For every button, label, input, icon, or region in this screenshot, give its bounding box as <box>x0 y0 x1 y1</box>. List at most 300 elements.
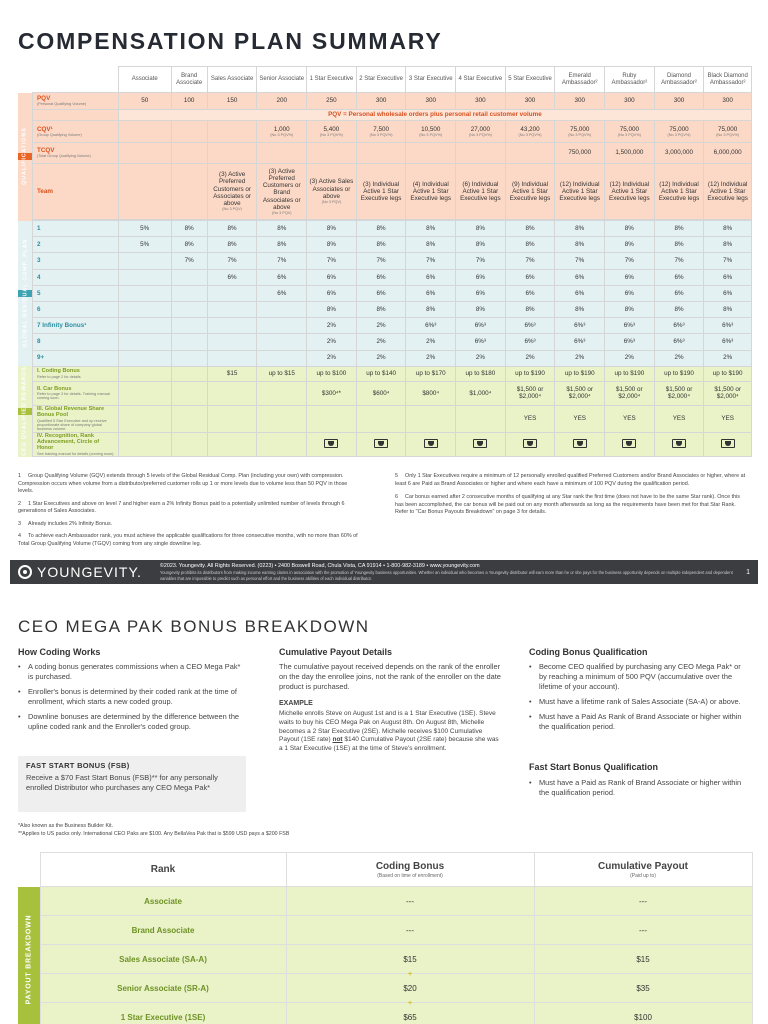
team-row <box>18 164 752 220</box>
table-row <box>18 1003 752 1024</box>
row-label: 7 Infinity Bonus¹ <box>32 318 118 334</box>
table-cell <box>456 405 506 432</box>
page-title: COMPENSATION PLAN SUMMARY <box>18 28 443 54</box>
table-cell <box>356 405 406 432</box>
table-cell: 8% <box>555 237 605 253</box>
table-cell: 7% <box>654 253 704 269</box>
footnote: 6 Car bonus earned after 2 consecutive months of qualifying at any Star rank the first time (does not have to be the same Star rank). Once this has been accomplished, the car bonus will be paid out on any month afterwards as long as the requirements have been met for that Star Rank. Refer to "Car Bonus Payouts Breakdown" on page 3 for details. <box>395 494 740 516</box>
table-cell: up to $190 <box>704 366 752 381</box>
table-cell: 8% <box>257 221 307 237</box>
table-cell: 300 <box>406 93 456 110</box>
pqv-banner: PQV = Personal wholesale orders plus personal retail customer volume <box>118 110 751 121</box>
table-cell: YES <box>605 405 655 432</box>
table-cell <box>257 301 307 317</box>
table-cell <box>207 350 257 366</box>
col-rank: Rank <box>40 853 286 887</box>
level-row <box>18 269 752 285</box>
table-cell <box>118 269 171 285</box>
table-cell: up to $100 <box>307 366 357 381</box>
table-row <box>18 945 752 974</box>
rank-header: 5 Star Executive <box>505 67 555 93</box>
table-cell <box>118 285 171 301</box>
table-cell <box>356 432 406 457</box>
table-cell: 8% <box>654 221 704 237</box>
row-label: PQV (Personal Qualifying Volume) <box>32 93 118 110</box>
example-text: Michelle enrolls Steve on August 1st and is a 1 Star Executive (1SE). Steve waits to buy his CEO Mega Pak on August 8th. On August 8th, Michelle becomes a 2 Star Executive (2SE). Michelle receives $100 Cumulative Payout (1SE rate) not $140 Cumulative Payout (2SE rate) because she was a 1 Star Executive (1SE) at the time of Steve's enrollment. <box>279 710 499 753</box>
footnotes-right <box>395 473 750 517</box>
table-cell: 8% <box>605 237 655 253</box>
table-cell: 8% <box>207 237 257 253</box>
table-cell <box>118 318 171 334</box>
table-cell: 75,000 (No 3 PQV%) <box>605 121 655 143</box>
table-cell: 6%³ <box>456 318 506 334</box>
row-label: 4 <box>32 269 118 285</box>
table-cell <box>118 334 171 350</box>
coding-cell: --- <box>286 887 534 916</box>
table-row <box>18 916 752 945</box>
table-cell <box>356 143 406 164</box>
cqv-row <box>18 121 752 143</box>
table-cell: up to $180 <box>456 366 506 381</box>
coding-qualification-list <box>529 662 749 737</box>
row-label: III. Global Revenue Share Bonus Pool Qualified 5 Star Executive and up receive proportionate share of company global business volume. <box>32 405 118 432</box>
footnote: 5 Only 1 Star Executives require a minimum of 12 personally enrolled qualified Preferred Customers and/or Brand Associates or higher, where at least 6 are Paid as Brand Associates or higher and where each have a minimum of 100 PQV during the qualification period. <box>395 473 746 487</box>
how-coding-list <box>18 662 246 737</box>
row-label: 6 <box>32 301 118 317</box>
table-cell: $1,500 or $2,000⁴ <box>704 381 752 405</box>
coding-row <box>18 366 752 381</box>
table-cell <box>605 432 655 457</box>
level-row <box>18 253 752 269</box>
table-cell: 2% <box>456 350 506 366</box>
row-label: 2 <box>32 237 118 253</box>
table-cell <box>505 143 555 164</box>
table-cell <box>171 143 207 164</box>
table-cell: 75,000 (No 3 PQV%) <box>704 121 752 143</box>
table-cell: 6% <box>704 285 752 301</box>
table-cell: up to $170 <box>406 366 456 381</box>
table-cell: 8% <box>307 221 357 237</box>
table-cell: up to $190 <box>555 366 605 381</box>
table-cell <box>207 143 257 164</box>
table-cell: 8% <box>456 301 506 317</box>
level-row <box>18 318 752 334</box>
footnote: 2 1 Star Executives and above on level 7 and higher earn a 2% Infinity Bonus paid to a potentially unlimited number of levels through 6 generations of Sales Associates. <box>18 500 345 515</box>
note: **Applies to US packs only. International CEO Paks are $100. Any BellaVea Pak that is $599 USD pays a $200 FSB <box>18 830 290 837</box>
ceo-section-title: CEO MEGA PAK BONUS BREAKDOWN <box>18 617 370 636</box>
table-cell <box>555 432 605 457</box>
trophy-icon <box>424 439 438 448</box>
table-cell: 6%³ <box>505 318 555 334</box>
table-cell: YES <box>704 405 752 432</box>
qualifications-section-label: QUALIFICATIONS <box>18 93 32 221</box>
table-cell: YES <box>654 405 704 432</box>
table-cell: 8% <box>505 221 555 237</box>
table-cell: (3) Individual Active 1 Star Executive legs <box>356 164 406 220</box>
list-item: • A coding bonus generates commissions when a CEO Mega Pak* is purchased. <box>18 662 246 682</box>
rank-header: Emerald Ambassador² <box>555 67 605 93</box>
table-cell: 8% <box>505 237 555 253</box>
table-cell <box>307 143 357 164</box>
table-cell: 8% <box>456 221 506 237</box>
table-cell: (3) Active Preferred Customers or Associates or above (No 3 PQV) <box>207 164 257 220</box>
table-cell: 300 <box>356 93 406 110</box>
table-cell <box>207 405 257 432</box>
rank-header: 3 Star Executive <box>406 67 456 93</box>
row-label: I. Coding Bonus Refer to page 2 for details <box>32 366 118 381</box>
table-cell: (3) Active Preferred Customers or Brand Associates or above (No 3 PQV) <box>257 164 307 220</box>
level-row <box>18 221 752 237</box>
table-cell <box>207 334 257 350</box>
coding-cell: $65 <box>286 1003 534 1024</box>
table-cell: 300 <box>505 93 555 110</box>
table-cell <box>257 334 307 350</box>
row-label: 8 <box>32 334 118 350</box>
table-cell: 6% <box>356 269 406 285</box>
table-cell <box>171 301 207 317</box>
table-cell: $1,500 or $2,000⁴ <box>605 381 655 405</box>
table-cell: 1,000 (No 3 PQV%) <box>257 121 307 143</box>
row-label: 3 <box>32 253 118 269</box>
list-item: • Must have a lifetime rank of Sales Associate (SA-A) or above. <box>529 697 749 707</box>
row-label: IV. Recognition, Rank Advancement, Circle of Honor See training manual for details (coming soon). <box>32 432 118 457</box>
cumulative-payout-text: The cumulative payout received depends on the rank of the enroller on the day the enrollee joins, not the rank of the enroller on the date product is purchased. <box>279 662 501 691</box>
table-cell: 5% <box>118 237 171 253</box>
table-cell <box>406 432 456 457</box>
table-cell <box>171 318 207 334</box>
table-cell <box>171 432 207 457</box>
trophy-icon <box>523 439 537 448</box>
level-row <box>18 350 752 366</box>
list-item: • Enroller's bonus is determined by their coded rank at the time of enrollment, which starts a new coded group. <box>18 687 246 707</box>
table-cell: 8% <box>356 301 406 317</box>
table-cell: 5% <box>118 221 171 237</box>
table-cell: 8% <box>207 221 257 237</box>
trophy-icon <box>473 439 487 448</box>
trophy-icon <box>324 439 338 448</box>
row-label: CQV¹ (Group Qualifying Volume) <box>32 121 118 143</box>
table-cell <box>171 334 207 350</box>
table-cell: 6% <box>505 269 555 285</box>
table-cell: 7% <box>171 253 207 269</box>
row-label: 1 <box>32 221 118 237</box>
table-cell: 2% <box>356 350 406 366</box>
table-cell: 6,000,000 <box>704 143 752 164</box>
table-cell: $1,500 or $2,000⁴ <box>654 381 704 405</box>
table-row <box>18 974 752 1003</box>
table-cell: 2% <box>356 318 406 334</box>
table-cell: 8% <box>406 221 456 237</box>
coding-cell: $20 + <box>286 974 534 1003</box>
table-cell: 8% <box>654 301 704 317</box>
table-cell: 300 <box>654 93 704 110</box>
coding-cell: $15 + <box>286 945 534 974</box>
level-row <box>18 285 752 301</box>
table-cell: 6% <box>307 269 357 285</box>
payout-cell: $15 <box>534 945 752 974</box>
table-cell <box>654 432 704 457</box>
payout-cell: $100 <box>534 1003 752 1024</box>
col-coding: Coding Bonus (Based on time of enrollment) <box>286 853 534 887</box>
table-cell: up to $190 <box>605 366 655 381</box>
table-cell: 6% <box>605 285 655 301</box>
rank-header: Associate <box>118 67 171 93</box>
table-cell: 6% <box>654 269 704 285</box>
pqv-row <box>18 93 752 110</box>
table-cell: 8% <box>356 221 406 237</box>
fsb-qualification-heading: Fast Start Bonus Qualification <box>529 762 659 772</box>
table-cell <box>207 381 257 405</box>
table-header-row <box>18 853 752 887</box>
table-cell: 6%³ <box>555 318 605 334</box>
fsb-title: FAST START BONUS (FSB) <box>26 761 130 770</box>
table-cell: 8% <box>356 237 406 253</box>
list-item: • Downline bonuses are determined by the difference between the upline coded rank and the Enroller's coded group. <box>18 712 246 732</box>
footer-copyright: ©2023. Youngevity. All Rights Reserved. (0223) • 2400 Boswell Road, Chula Vista, CA 91914 • 1-800-982-3189 • www.youngevity.com <box>159 562 480 569</box>
trophy-icon <box>573 439 587 448</box>
table-cell: 7% <box>257 253 307 269</box>
page-number: 1 <box>746 568 750 576</box>
table-cell: 2% <box>307 334 357 350</box>
table-cell: $1,000⁴ <box>456 381 506 405</box>
table-cell: 300 <box>456 93 506 110</box>
table-cell: 7% <box>207 253 257 269</box>
table-cell: 6%³ <box>704 318 752 334</box>
rank-header: Diamond Ambassador² <box>654 67 704 93</box>
table-cell <box>171 405 207 432</box>
table-cell: (12) Individual Active 1 Star Executive legs <box>654 164 704 220</box>
table-cell <box>406 405 456 432</box>
table-cell: 7% <box>307 253 357 269</box>
global-section-label: GLOBAL RESIDUAL COMP. PLAN <box>18 221 32 367</box>
level-row <box>18 237 752 253</box>
table-cell: (9) Individual Active 1 Star Executive legs <box>505 164 555 220</box>
table-cell: 7% <box>456 253 506 269</box>
payout-breakdown-label: PAYOUT BREAKDOWN <box>18 887 40 1024</box>
table-cell: 8% <box>307 301 357 317</box>
table-cell: 6% <box>456 285 506 301</box>
cumulative-payout-heading: Cumulative Payout Details <box>279 647 393 657</box>
table-cell: 8% <box>654 237 704 253</box>
table-cell: 8% <box>555 221 605 237</box>
rank-header: 4 Star Executive <box>456 67 506 93</box>
footnote: 4 To achieve each Ambassador rank, you must achieve the applicable qualifications for three consecutive months, with no more than 60% of Total Group Qualifying Volume (TGQV) coming from any single downline leg. <box>18 533 358 547</box>
table-cell <box>118 350 171 366</box>
table-cell <box>118 432 171 457</box>
table-cell: 5,400 (No 3 PQV%) <box>307 121 357 143</box>
payout-cell: $35 <box>534 974 752 1003</box>
table-cell: 100 <box>171 93 207 110</box>
table-cell: $300⁴* <box>307 381 357 405</box>
table-cell: 8% <box>505 301 555 317</box>
rank-header: Brand Associate <box>171 67 207 93</box>
row-label: 9+ <box>32 350 118 366</box>
rank-header: Senior Associate <box>257 67 307 93</box>
table-cell <box>257 350 307 366</box>
table-cell: 8% <box>605 301 655 317</box>
trophy-icon <box>622 439 636 448</box>
footnote: 3 Already includes 2% Infinity Bonus. <box>18 520 113 527</box>
table-cell <box>118 381 171 405</box>
table-cell: 6% <box>456 269 506 285</box>
plus-icon: + <box>407 971 413 978</box>
rank-cell: Senior Associate (SR-A) <box>40 974 286 1003</box>
table-cell: 2% <box>307 318 357 334</box>
table-cell <box>118 301 171 317</box>
youngevity-logo[interactable]: YOUNGEVITY. <box>18 564 142 580</box>
row-label: 5 <box>32 285 118 301</box>
table-cell: 300 <box>555 93 605 110</box>
table-cell: 2% <box>406 350 456 366</box>
payout-cell: --- <box>534 887 752 916</box>
table-cell <box>207 432 257 457</box>
row-label: TCQV (Total Group Qualifying Volume) <box>32 143 118 164</box>
table-cell: 250 <box>307 93 357 110</box>
payout-breakdown-table <box>18 852 753 1024</box>
list-item: • Become CEO qualified by purchasing any CEO Mega Pak* or by reaching a minimum of 500 PQV (accumulative over the lifetime of your account). <box>529 662 749 692</box>
table-cell: 3,000,000 <box>654 143 704 164</box>
footnote: 1 Group Qualifying Volume (GQV) extends through 5 levels of the Global Residual Comp. Plan (including your own) with compression. Compression occurs when volume from a distributor/preferred customer rolls up 1 or more levels due to volume less than 50 PQV in those levels. <box>18 473 348 495</box>
rank-header: Black Diamond Ambassador² <box>704 67 752 93</box>
table-cell <box>207 318 257 334</box>
table-cell: 8% <box>456 237 506 253</box>
table-cell: 8% <box>171 237 207 253</box>
table-cell <box>171 121 207 143</box>
table-cell: 7% <box>704 253 752 269</box>
trophy-icon <box>374 439 388 448</box>
table-cell: 6%³ <box>406 318 456 334</box>
plus-icon: + <box>407 1000 413 1007</box>
table-cell: 6%³ <box>654 334 704 350</box>
table-cell <box>118 366 171 381</box>
table-cell: 8% <box>307 237 357 253</box>
recognition-row <box>18 432 752 457</box>
table-cell: 8% <box>406 301 456 317</box>
table-cell: up to $15 <box>257 366 307 381</box>
table-cell: up to $190 <box>505 366 555 381</box>
row-label: Team <box>32 164 118 220</box>
table-row <box>18 887 752 916</box>
table-cell: up to $190 <box>654 366 704 381</box>
fsb-text: Receive a $70 Fast Start Bonus (FSB)** for any personally enrolled Distributor who purchases any CEO Mega Pak* <box>26 773 218 792</box>
fast-start-bonus-box <box>18 756 246 812</box>
table-cell: 6% <box>654 285 704 301</box>
table-cell: 2% <box>406 334 456 350</box>
table-cell: 2% <box>307 350 357 366</box>
table-cell <box>207 285 257 301</box>
table-cell <box>118 164 171 220</box>
table-cell: 6% <box>406 285 456 301</box>
note: *Also known as the Business Builder Kit. <box>18 823 114 829</box>
table-cell: 6%³ <box>654 318 704 334</box>
table-cell <box>171 269 207 285</box>
table-cell <box>118 405 171 432</box>
rank-header: 2 Star Executive <box>356 67 406 93</box>
table-cell: 8% <box>704 301 752 317</box>
table-cell: 2% <box>605 350 655 366</box>
fsb-qualification-list <box>529 778 749 803</box>
table-cell: YES <box>555 405 605 432</box>
table-cell: $15 <box>207 366 257 381</box>
rank-header: 1 Star Executive <box>307 67 357 93</box>
rank-cell: Brand Associate <box>40 916 286 945</box>
table-cell: up to $140 <box>356 366 406 381</box>
table-cell: (6) Individual Active 1 Star Executive legs <box>456 164 506 220</box>
list-item: • Must have a Paid as Rank of Brand Associate or higher within the qualification period. <box>529 778 749 798</box>
table-cell: 8% <box>704 221 752 237</box>
ceo-section-label: CEO QUALIFIED REWARDS <box>18 366 32 457</box>
table-cell: 10,500 (No 3 PQV%) <box>406 121 456 143</box>
col-payout: Cumulative Payout (Paid up to) <box>534 853 752 887</box>
footnotes-left <box>18 473 363 549</box>
table-cell <box>406 143 456 164</box>
table-cell: (4) Individual Active 1 Star Executive legs <box>406 164 456 220</box>
table-cell: 75,000 (No 3 PQV%) <box>555 121 605 143</box>
payout-cell: --- <box>534 916 752 945</box>
table-cell <box>171 350 207 366</box>
table-cell <box>118 121 171 143</box>
table-cell: 8% <box>257 237 307 253</box>
table-cell: 8% <box>704 237 752 253</box>
pqv-banner-row <box>18 110 752 121</box>
table-cell: 300 <box>605 93 655 110</box>
table-cell: 8% <box>406 237 456 253</box>
rank-cell: 1 Star Executive (1SE) <box>40 1003 286 1024</box>
tcqv-row <box>18 143 752 164</box>
table-cell: 6% <box>257 285 307 301</box>
table-cell: 6%³ <box>456 334 506 350</box>
table-cell: 6%³ <box>505 334 555 350</box>
table-cell: (3) Active Sales Associates or above (No 3 PQV) <box>307 164 357 220</box>
revenue-row <box>18 405 752 432</box>
table-cell: 6%³ <box>555 334 605 350</box>
table-cell <box>171 285 207 301</box>
table-cell <box>257 405 307 432</box>
table-cell: 300 <box>704 93 752 110</box>
level-row <box>18 301 752 317</box>
example-heading: EXAMPLE <box>279 700 313 707</box>
table-cell: 200 <box>257 93 307 110</box>
table-cell: 7% <box>555 253 605 269</box>
table-cell: (12) Individual Active 1 Star Executive legs <box>605 164 655 220</box>
trophy-icon <box>672 439 686 448</box>
table-cell: 6% <box>605 269 655 285</box>
table-cell: 6% <box>207 269 257 285</box>
table-cell <box>704 432 752 457</box>
table-cell <box>171 164 207 220</box>
coding-cell: --- <box>286 916 534 945</box>
compensation-table <box>18 66 752 457</box>
table-cell: 150 <box>207 93 257 110</box>
how-coding-works-heading: How Coding Works <box>18 647 101 657</box>
rank-cell: Sales Associate (SA-A) <box>40 945 286 974</box>
table-cell <box>456 432 506 457</box>
table-header-row <box>18 67 752 93</box>
table-cell: 6% <box>257 269 307 285</box>
rank-header: Sales Associate <box>207 67 257 93</box>
table-cell <box>118 143 171 164</box>
table-cell: 6%³ <box>704 334 752 350</box>
table-cell: 7% <box>406 253 456 269</box>
table-cell: 1,500,000 <box>605 143 655 164</box>
table-cell: 75,000 (No 3 PQV%) <box>654 121 704 143</box>
table-cell: 8% <box>555 301 605 317</box>
footer-bar <box>10 560 758 584</box>
trophy-icon <box>721 439 735 448</box>
table-cell <box>456 143 506 164</box>
table-cell: 6%³ <box>605 334 655 350</box>
table-cell: (12) Individual Active 1 Star Executive legs <box>555 164 605 220</box>
